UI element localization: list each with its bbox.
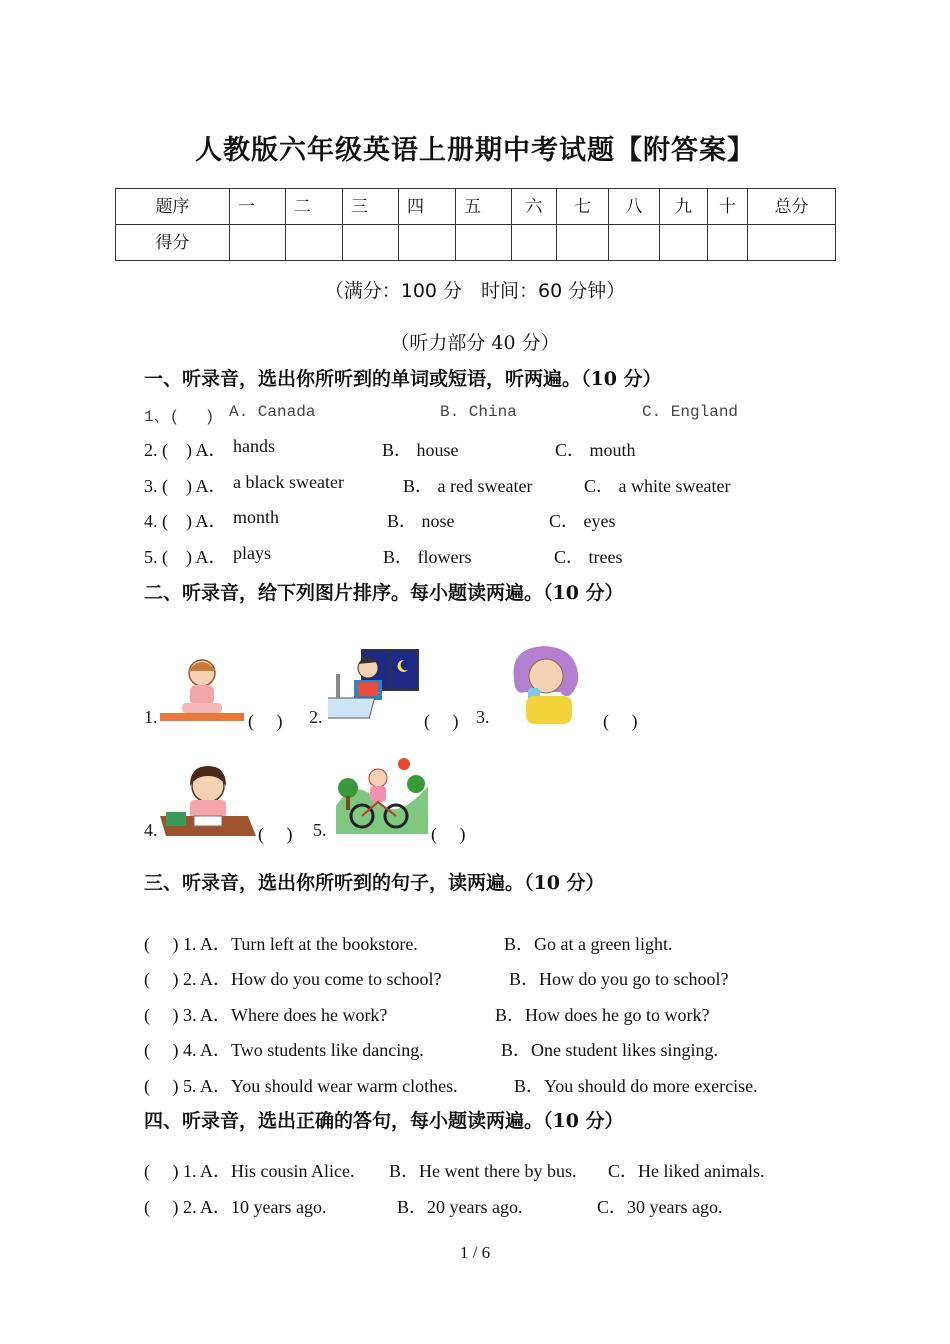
s3-q4-a: ( ) 4. A．Two students like dancing. [144, 1040, 424, 1060]
s2-blank-4[interactable]: ( ) [258, 824, 293, 844]
s1-q2-c: C． mouth [555, 440, 636, 460]
s3-q3-b: B．How does he go to work? [495, 1005, 710, 1025]
score-cell: 题序 [116, 189, 230, 225]
s4-q1-b: B．He went there by bus. [389, 1161, 577, 1181]
score-input-cell[interactable] [286, 225, 343, 261]
s1-q2-b: B． house [382, 440, 459, 460]
score-input-cell[interactable] [748, 225, 836, 261]
s1-q3-num: 3. ( ) A． [144, 476, 227, 496]
score-input-cell[interactable] [456, 225, 512, 261]
girl-sitting-picture [160, 655, 244, 723]
s4-q2-b: B．20 years ago. [397, 1197, 523, 1217]
s1-q3-a: a black sweater [233, 472, 344, 492]
s3-q1-a: ( ) 1. A．Turn left at the bookstore. [144, 934, 418, 954]
s3-q5-a: ( ) 5. A．You should wear warm clothes. [144, 1076, 458, 1096]
score-cell: 六 [512, 189, 557, 225]
score-cell: 一 [230, 189, 286, 225]
s3-q4-b: B．One student likes singing. [501, 1040, 718, 1060]
page-number: 1 / 6 [459, 1243, 491, 1262]
section2-heading: 二、听录音，给下列图片排序。每小题读两遍。（10 分） [144, 582, 624, 604]
score-input-cell[interactable] [609, 225, 660, 261]
s1-q5-num: 5. ( ) A． [144, 547, 227, 567]
score-input-cell[interactable] [399, 225, 456, 261]
s3-q5-b: B．You should do more exercise. [514, 1076, 758, 1096]
s2-blank-3[interactable]: ( ) [603, 711, 638, 731]
score-cell: 四 [399, 189, 456, 225]
s4-q2-a: ( ) 2. A．10 years ago. [144, 1197, 327, 1217]
s1-q3-c: C． a white sweater [584, 476, 731, 496]
page-title: 人教版六年级英语上册期中考试题【附答案】 [195, 135, 755, 166]
girl-writing-picture [160, 764, 256, 838]
s1-q2-num: 2. ( ) A． [144, 440, 227, 460]
girl-brushing-teeth-picture [500, 644, 584, 726]
score-table-score-row [116, 225, 836, 261]
s3-q2-a: ( ) 2. A．How do you come to school? [144, 969, 442, 989]
score-input-cell[interactable] [660, 225, 708, 261]
girl-cycling-picture [336, 756, 428, 834]
section1-heading: 一、听录音，选出你所听到的单词或短语，听两遍。（10 分） [144, 368, 662, 390]
s3-q3-a: ( ) 3. A．Where does he work? [144, 1005, 388, 1025]
s2-blank-1[interactable]: ( ) [248, 711, 283, 731]
score-label-cell: 得分 [116, 225, 230, 261]
score-input-cell[interactable] [343, 225, 399, 261]
s2-blank-2[interactable]: ( ) [424, 711, 459, 731]
s1-q2-a: hands [233, 436, 275, 456]
s1-q4-num: 4. ( ) A． [144, 511, 227, 531]
s3-q2-b: B．How do you go to school? [509, 969, 729, 989]
s4-q1-a: ( ) 1. A．His cousin Alice. [144, 1161, 355, 1181]
s1-q1-num: 1、( ) [144, 408, 215, 426]
s1-q4-a: month [233, 507, 280, 527]
score-cell: 五 [456, 189, 512, 225]
boy-reading-night-picture [328, 648, 420, 726]
score-cell: 九 [660, 189, 708, 225]
score-table [115, 188, 836, 261]
score-input-cell[interactable] [708, 225, 748, 261]
score-table-header-row [116, 189, 836, 225]
score-input-cell[interactable] [230, 225, 286, 261]
s1-q5-b: B． flowers [383, 547, 472, 567]
score-input-cell[interactable] [512, 225, 557, 261]
score-cell: 七 [557, 189, 609, 225]
score-cell: 总分 [748, 189, 836, 225]
s4-q2-c: C．30 years ago. [597, 1197, 723, 1217]
score-input-cell[interactable] [557, 225, 609, 261]
section3-heading: 三、听录音，选出你所听到的句子，读两遍。（10 分） [144, 872, 605, 894]
s1-q1-c: C. England [642, 403, 739, 421]
s2-label-3: 3. [476, 707, 490, 727]
s2-blank-5[interactable]: ( ) [431, 824, 466, 844]
s2-label-5: 5. [313, 820, 327, 840]
s1-q3-b: B． a red sweater [403, 476, 533, 496]
s1-q5-c: C． trees [554, 547, 623, 567]
s3-q1-b: B．Go at a green light. [504, 934, 673, 954]
s1-q1-b: B. China [440, 403, 517, 421]
s1-q4-c: C． eyes [549, 511, 616, 531]
score-cell: 二 [286, 189, 343, 225]
s1-q5-a: plays [233, 543, 271, 563]
exam-meta: （满分：100 分 时间：60 分钟） [324, 280, 626, 302]
score-cell: 十 [708, 189, 748, 225]
score-cell: 三 [343, 189, 399, 225]
score-cell: 八 [609, 189, 660, 225]
s2-label-2: 2. [309, 707, 323, 727]
s4-q1-c: C．He liked animals. [608, 1161, 765, 1181]
listening-header: （听力部分 40 分） [390, 332, 560, 354]
s1-q1-a: A. Canada [229, 403, 316, 421]
section4-heading: 四、听录音，选出正确的答句，每小题读两遍。（10 分） [144, 1110, 624, 1132]
s1-q4-b: B． nose [387, 511, 455, 531]
s2-label-4: 4. [144, 820, 158, 840]
s2-label-1: 1. [144, 707, 158, 727]
